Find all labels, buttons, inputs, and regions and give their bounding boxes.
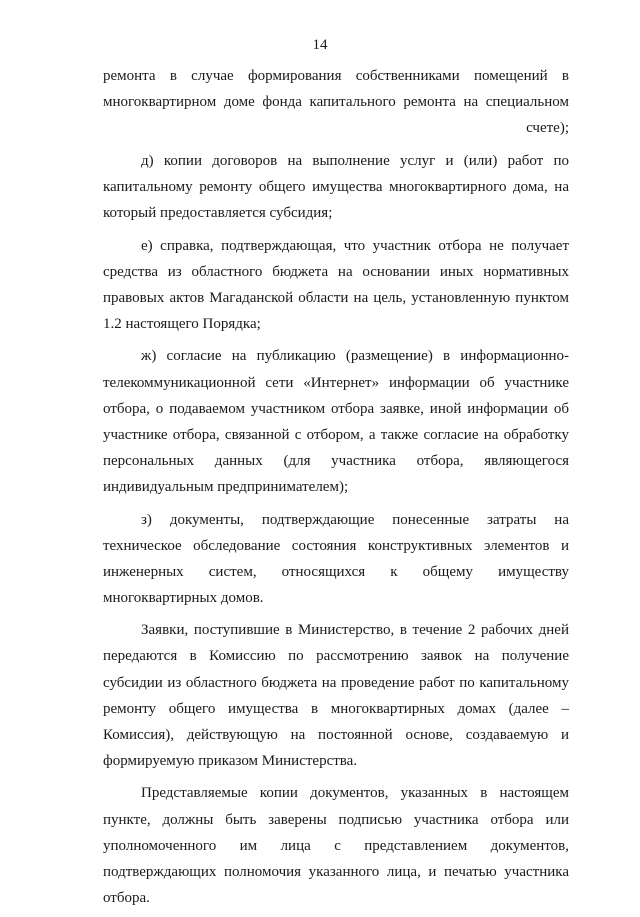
paragraph-item-zh: ж) согласие на публикацию (размещение) в информационно-телекоммуникационной сети «Интернет» информации об участнике отбора, о подаваемом участником отбора заявке, иной информации об участнике отбора, связанной с отбором, а также согласие на обработку персональных данных (для участника отбора, являющегося индивидуальным предпринимателем); — [103, 348, 569, 495]
paragraph-renovation-fund: ремонта в случае формирования собственниками помещений в многоквартирном доме фонда капитального ремонта на специальном счете); — [103, 68, 569, 137]
paragraph-item-d: д) копии договоров на выполнение услуг и (или) работ по капитальному ремонту общего имущества многоквартирного дома, на который предоставляется субсидия; — [103, 152, 569, 221]
paragraph-item-e: е) справка, подтверждающая, что участник отбора не получает средства из областного бюджета на основании иных нормативных правовых актов Магаданской области на цель, установленную пунктом 1.2 настоящего Порядка; — [103, 237, 569, 332]
paragraph-applications: Заявки, поступившие в Министерство, в течение 2 рабочих дней передаются в Комиссию по рассмотрению заявок на получение субсидии из областного бюджета на проведение работ по капитальному ремонту общего имущества в многоквартирных домах (далее – Комиссия), действующую на постоянной основе, создаваемую и формируемую приказом Министерства. — [103, 622, 569, 769]
paragraph-certified-copies: Представляемые копии документов, указанных в настоящем пункте, должны быть заверены подписью участника отбора или уполномоченного им лица с представлением документов, подтверждающих полномочия указанного лица, и печатью участника отбора. — [103, 785, 569, 906]
paragraph-item-z: з) документы, подтверждающие понесенные затраты на техническое обследование состояния конструктивных элементов и инженерных систем, относящихся к общему имуществу многоквартирных домов. — [103, 511, 569, 606]
document-body — [103, 63, 569, 917]
page-number: 14 — [312, 37, 328, 53]
